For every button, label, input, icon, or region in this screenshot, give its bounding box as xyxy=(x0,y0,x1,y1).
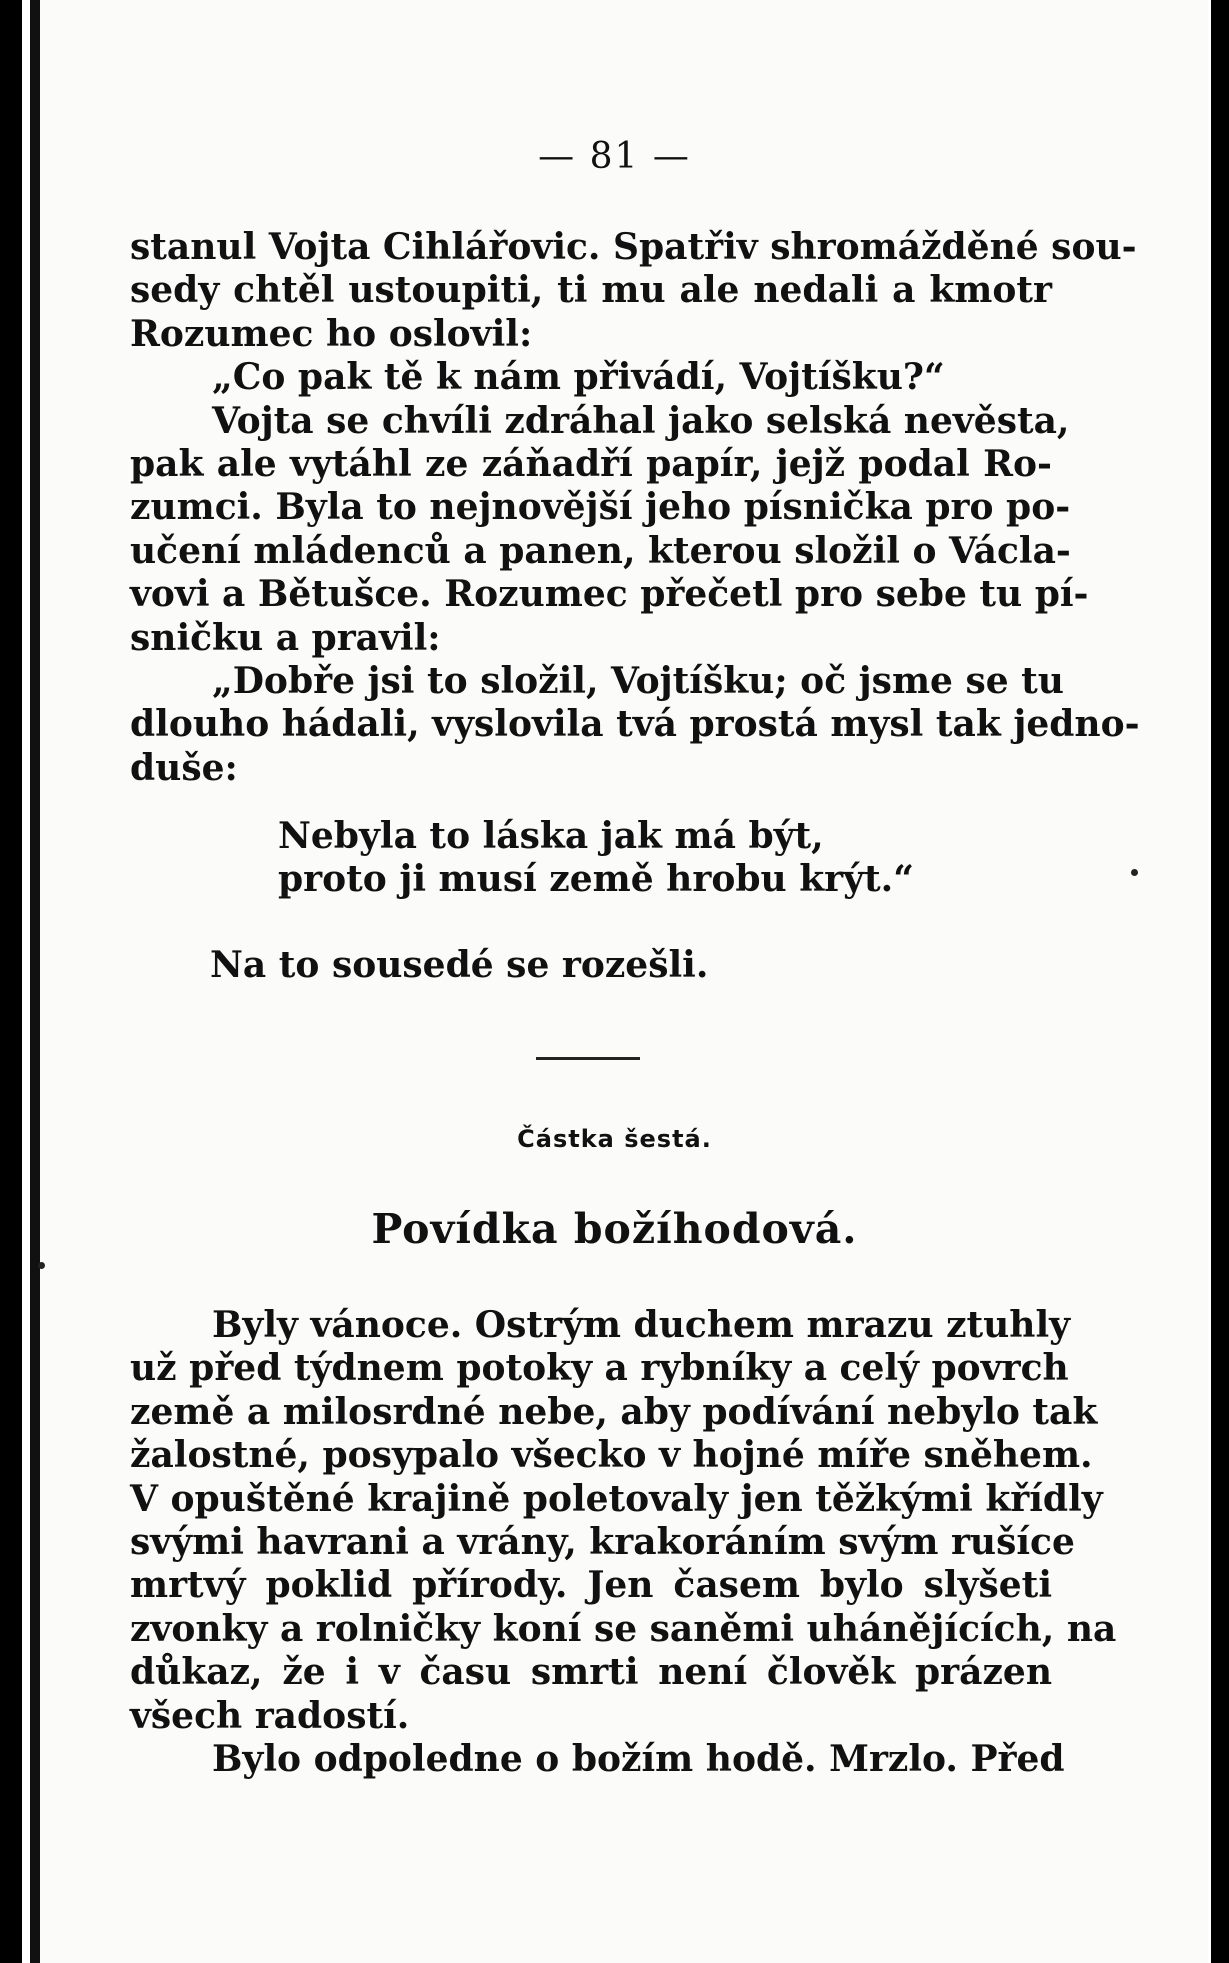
text-line: zvonky a rolničky koní se saněmi uhánějících, na xyxy=(130,1607,1117,1650)
text-line: stanul Vojta Cihlářovic. Spatřiv shromážděné sou- xyxy=(130,226,1137,268)
closing-line: Na to sousedé se rozešli. xyxy=(210,944,709,986)
verse-block xyxy=(278,815,914,902)
ink-speck xyxy=(1131,869,1138,876)
text-line: sedy chtěl ustoupiti, ti mu ale nedali a kmotr xyxy=(130,269,1052,312)
text-line: V opuštěné krajině poletovaly jen těžkými křídly xyxy=(130,1477,1103,1520)
verse-line: Nebyla to láska jak má být, xyxy=(278,815,824,857)
text-line: duše: xyxy=(130,746,238,789)
text-line: Bylo odpoledne o božím hodě. Mrzlo. Před xyxy=(212,1738,1065,1781)
text-line: Rozumec ho oslovil: xyxy=(130,312,533,355)
text-line: důkaz, že i v času smrti není člověk prázen xyxy=(130,1651,1052,1694)
text-line: dlouho hádali, vyslovila tvá prostá mysl tak jedno- xyxy=(130,703,1140,746)
text-line: svými havrani a vrány, krakoráním svým rušíce xyxy=(130,1521,1075,1564)
text-line: mrtvý poklid přírody. Jen časem bylo slyšeti xyxy=(130,1564,1052,1607)
text-line: Vojta se chvíli zdráhal jako selská nevěsta, xyxy=(212,399,1070,442)
verse-line: proto ji musí země hrobu krýt.“ xyxy=(278,858,914,901)
quote-line: „Co pak tě k nám přivádí, Vojtíšku?“ xyxy=(212,356,945,399)
chapter-title: Povídka božíhodová. xyxy=(371,1205,858,1253)
section-divider xyxy=(536,1057,640,1060)
paragraph-4 xyxy=(130,1304,1117,1781)
scan-edge-right xyxy=(1211,0,1229,1963)
scan-edge-left xyxy=(0,0,22,1963)
ink-speck xyxy=(38,1262,45,1269)
text-line: pak ale vytáhl ze záňadří papír, jejž podal Ro- xyxy=(130,443,1052,486)
text-line: všech radostí. xyxy=(130,1694,410,1737)
text-line: žalostné, posypalo všecko v hojné míře sněhem. xyxy=(130,1434,1093,1477)
text-line: zumci. Byla to nejnovější jeho písnička pro po- xyxy=(130,486,1071,529)
text-line: sničku a pravil: xyxy=(130,616,441,659)
text-line: učení mládenců a panen, kterou složil o Václa- xyxy=(130,529,1071,572)
text-line: země a milosrdné nebe, aby podívání nebylo tak xyxy=(130,1390,1098,1433)
text-line: už před týdnem potoky a rybníky a celý povrch xyxy=(130,1347,1069,1390)
text-line: vovi a Bětušce. Rozumec přečetl pro sebe tu pí- xyxy=(130,573,1089,616)
part-heading: Částka šestá. xyxy=(517,1125,712,1153)
page-number: — 81 — xyxy=(538,136,691,177)
scan-edge-binding xyxy=(30,0,40,1963)
paragraph-1 xyxy=(130,226,1140,790)
text-line: „Dobře jsi to složil, Vojtíšku; oč jsme se tu xyxy=(212,660,1064,703)
text-line: Byly vánoce. Ostrým duchem mrazu ztuhly xyxy=(212,1304,1071,1346)
